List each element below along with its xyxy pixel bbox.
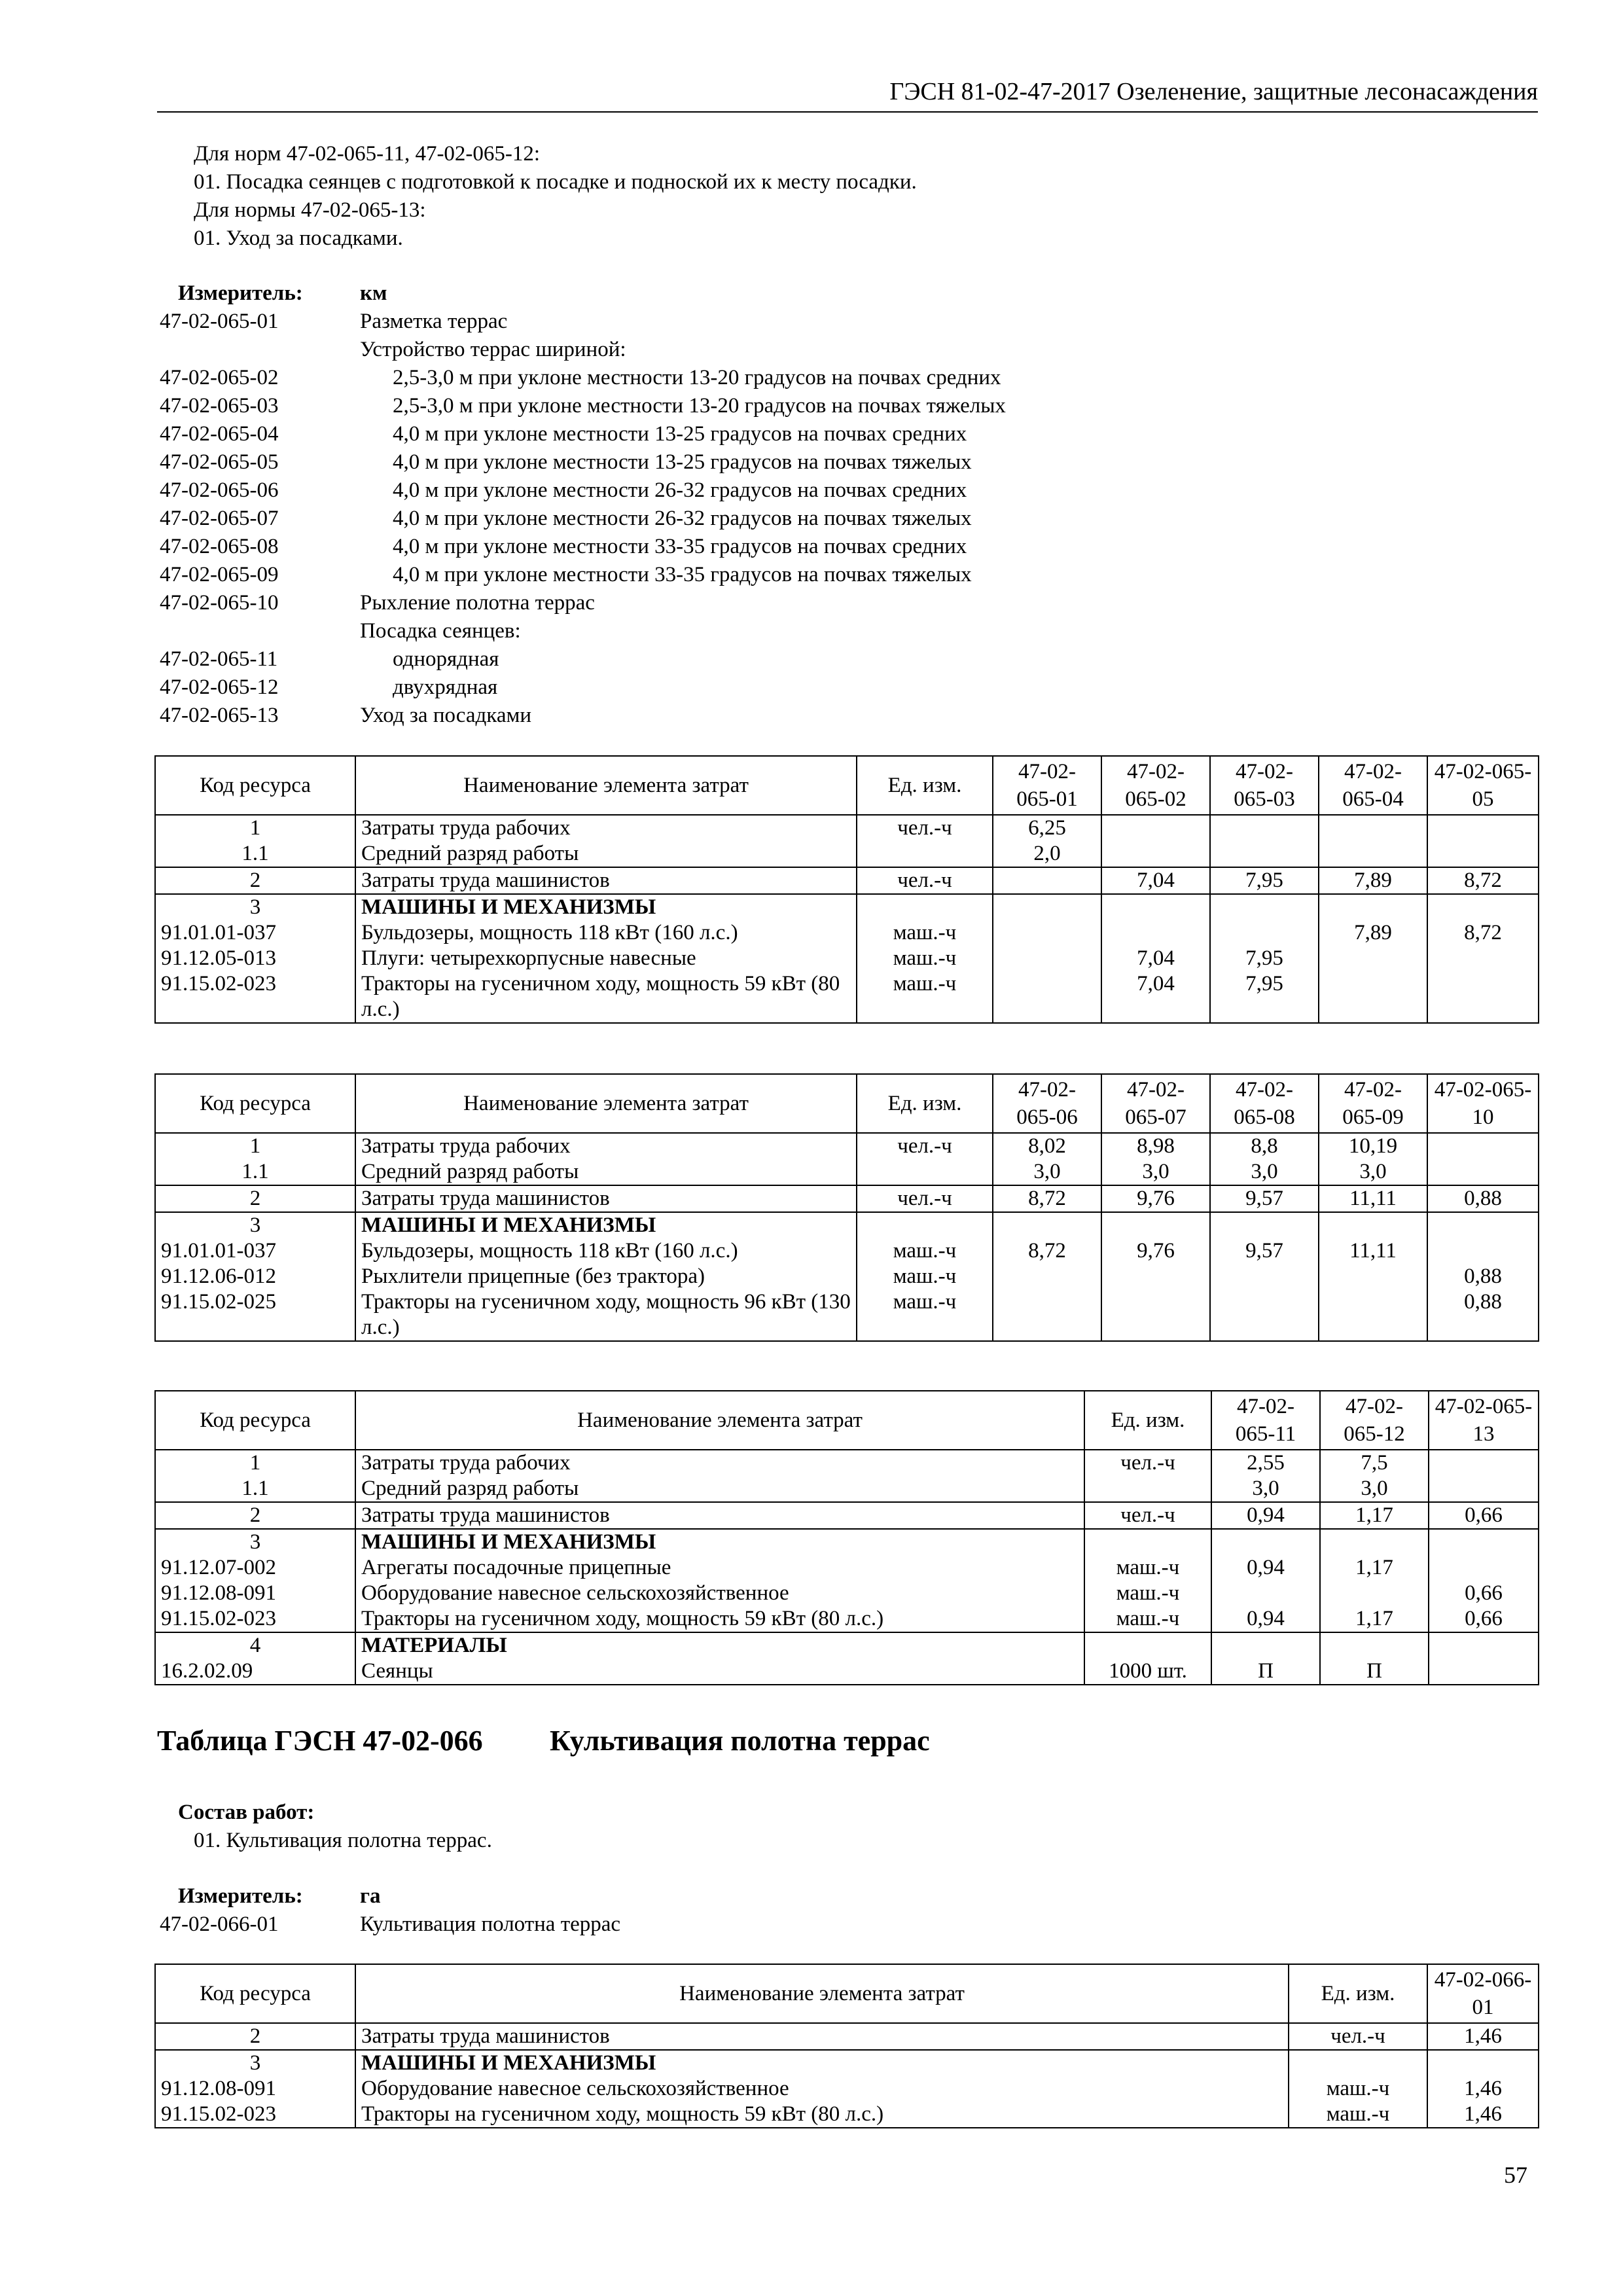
resource-code: 91.12.08-091 (155, 2076, 355, 2102)
resource-code: 2 (155, 2023, 355, 2050)
measure-desc: 4,0 м при уклоне местности 13-25 градусов на почвах тяжелых (393, 450, 972, 474)
resource-code: 91.12.06-012 (155, 1264, 355, 1289)
table-row (155, 971, 1539, 1023)
resource-section-name: МАШИНЫ И МЕХАНИЗМЫ (355, 2050, 1289, 2076)
header-name: Наименование элемента затрат (355, 756, 857, 815)
norm-value (1429, 1632, 1539, 1659)
norm-value (993, 920, 1101, 946)
resource-name: Оборудование навесное сельскохозяйственное (355, 2076, 1289, 2102)
header-code: Код ресурса (155, 1391, 355, 1450)
measure-code: 47-02-065-04 (160, 422, 279, 446)
norm-value (1210, 815, 1319, 841)
resource-table-2 (154, 1073, 1539, 1342)
resource-unit: маш.-ч (857, 971, 993, 1023)
table-header-row (155, 1964, 1539, 2023)
norm-value (1101, 841, 1210, 867)
norm-value: 7,95 (1210, 971, 1319, 1023)
measure-desc: 4,0 м при уклоне местности 26-32 градусов на почвах средних (393, 478, 967, 502)
resource-unit: чел.-ч (857, 867, 993, 894)
header-norm: 47-02-065-13 (1429, 1391, 1539, 1450)
norm-value (1319, 1264, 1427, 1289)
norm-value: 3,0 (1320, 1476, 1429, 1502)
table-row (155, 920, 1539, 946)
header-norm: 47-02-066-01 (1427, 1964, 1539, 2023)
resource-section-name: МАШИНЫ И МЕХАНИЗМЫ (355, 1212, 857, 1238)
table-row (155, 1555, 1539, 1581)
intro-line: Для нормы 47-02-065-13: (194, 198, 426, 222)
resource-name: Рыхлители прицепные (без трактора) (355, 1264, 857, 1289)
resource-unit: маш.-ч (857, 1289, 993, 1341)
resource-unit (1289, 2050, 1427, 2076)
norm-value: 7,04 (1101, 867, 1210, 894)
resource-unit: чел.-ч (857, 1185, 993, 1212)
resource-code: 2 (155, 1502, 355, 1529)
resource-code: 91.01.01-037 (155, 920, 355, 946)
resource-unit (1084, 1476, 1211, 1502)
norm-value: 7,95 (1210, 946, 1319, 971)
norm-value (1101, 1212, 1210, 1238)
measure-desc: 4,0 м при уклоне местности 33-35 градусов на почвах средних (393, 535, 967, 558)
resource-code: 91.01.01-037 (155, 1238, 355, 1264)
measure-code: 47-02-065-02 (160, 366, 279, 389)
resource-code: 91.15.02-023 (155, 971, 355, 1023)
header-norm: 47-02-065-08 (1210, 1074, 1319, 1133)
norm-value (1210, 1289, 1319, 1341)
norm-value: 3,0 (1211, 1476, 1320, 1502)
norm-value: 1,46 (1427, 2076, 1539, 2102)
norm-value (1210, 1264, 1319, 1289)
measure-desc: Посадка сеянцев: (360, 619, 521, 643)
table-row (155, 1264, 1539, 1289)
norm-value: 7,04 (1101, 971, 1210, 1023)
norm-value (1320, 1581, 1429, 1606)
table-header-row (155, 1074, 1539, 1133)
norm-value: 0,66 (1429, 1502, 1539, 1529)
measure-desc: 2,5-3,0 м при уклоне местности 13-20 градусов на почвах средних (393, 366, 1001, 389)
resource-table-1 (154, 755, 1539, 1024)
table-row (155, 841, 1539, 867)
norm-value (993, 971, 1101, 1023)
table-row (155, 1289, 1539, 1341)
norm-value (1429, 1529, 1539, 1555)
norm-value: 8,02 (993, 1133, 1101, 1159)
norm-value (1427, 815, 1539, 841)
norm-value: П (1320, 1659, 1429, 1685)
resource-code: 1 (155, 1133, 355, 1159)
norm-value (993, 1212, 1101, 1238)
resource-unit: чел.-ч (1289, 2023, 1427, 2050)
resource-unit: маш.-ч (857, 1238, 993, 1264)
measure-label: Измеритель: (178, 281, 303, 305)
norm-value: 1,46 (1427, 2102, 1539, 2128)
resource-code: 1 (155, 1450, 355, 1476)
resource-name: Плуги: четырехкорпусные навесные (355, 946, 857, 971)
measure-desc: 4,0 м при уклоне местности 13-25 градусов на почвах средних (393, 422, 967, 446)
table-row (155, 1659, 1539, 1685)
resource-code: 91.15.02-023 (155, 2102, 355, 2128)
norm-value (1427, 1133, 1539, 1159)
table-header-row (155, 1391, 1539, 1450)
running-header (157, 73, 1538, 113)
norm-value (1211, 1581, 1320, 1606)
table-row (155, 867, 1539, 894)
resource-unit: маш.-ч (1084, 1555, 1211, 1581)
resource-code: 1.1 (155, 1476, 355, 1502)
norm-value (1427, 946, 1539, 971)
norm-value (1427, 971, 1539, 1023)
resource-table-3 (154, 1390, 1539, 1685)
norm-value: 0,88 (1427, 1264, 1539, 1289)
norm-value: П (1211, 1659, 1320, 1685)
resource-name: Средний разряд работы (355, 1159, 857, 1185)
header-unit: Ед. изм. (1084, 1391, 1211, 1450)
norm-value: 0,94 (1211, 1502, 1320, 1529)
norm-value (1429, 1555, 1539, 1581)
resource-code: 1 (155, 815, 355, 841)
norm-value: 0,94 (1211, 1555, 1320, 1581)
resource-code: 3 (155, 2050, 355, 2076)
measure-code: 47-02-065-10 (160, 591, 279, 615)
norm-value (1427, 894, 1539, 920)
norm-value: 3,0 (1101, 1159, 1210, 1185)
resource-name: Затраты труда машинистов (355, 1502, 1084, 1529)
header-name: Наименование элемента затрат (355, 1074, 857, 1133)
resource-name: Бульдозеры, мощность 118 кВт (160 л.с.) (355, 1238, 857, 1264)
measure-desc: Рыхление полотна террас (360, 591, 595, 615)
norm-value: 9,57 (1210, 1238, 1319, 1264)
measure-code: 47-02-065-12 (160, 675, 279, 699)
norm-value (1427, 1159, 1539, 1185)
norm-value (1211, 1632, 1320, 1659)
norm-value: 8,72 (1427, 920, 1539, 946)
norm-value: 9,76 (1101, 1238, 1210, 1264)
norm-value: 11,11 (1319, 1238, 1427, 1264)
norm-value: 3,0 (1210, 1159, 1319, 1185)
header-norm: 47-02-065-03 (1210, 756, 1319, 815)
header-norm: 47-02-065-06 (993, 1074, 1101, 1133)
norm-value (1429, 1476, 1539, 1502)
intro-line: 01. Посадка сеянцев с подготовкой к посадке и подноской их к месту посадки. (194, 170, 917, 194)
norm-value: 0,94 (1211, 1606, 1320, 1632)
header-code: Код ресурса (155, 1964, 355, 2023)
measure-desc: Уход за посадками (360, 704, 532, 727)
norm-value: 8,72 (993, 1185, 1101, 1212)
table-row (155, 815, 1539, 841)
resource-unit: маш.-ч (857, 946, 993, 971)
resource-unit (857, 1212, 993, 1238)
norm-value (1319, 1212, 1427, 1238)
resource-code: 91.15.02-025 (155, 1289, 355, 1341)
measure-code: 47-02-065-07 (160, 507, 279, 530)
resource-unit (1084, 1529, 1211, 1555)
measure-desc: Устройство террас шириной: (360, 338, 626, 361)
norm-value: 9,76 (1101, 1185, 1210, 1212)
measure-code: 47-02-065-03 (160, 394, 279, 418)
norm-value (1427, 2050, 1539, 2076)
norm-value: 9,57 (1210, 1185, 1319, 1212)
header-norm: 47-02-065-12 (1320, 1391, 1429, 1450)
norm-value: 1,17 (1320, 1606, 1429, 1632)
resource-code: 3 (155, 894, 355, 920)
table-row (155, 1133, 1539, 1159)
norm-value (993, 867, 1101, 894)
composition-item: 01. Культивация полотна террас. (194, 1829, 492, 1852)
resource-unit: 1000 шт. (1084, 1659, 1211, 1685)
resource-code: 2 (155, 1185, 355, 1212)
norm-value (1320, 1632, 1429, 1659)
resource-code: 91.12.08-091 (155, 1581, 355, 1606)
resource-table-4 (154, 1964, 1539, 2128)
table-row (155, 1185, 1539, 1212)
table-row (155, 1159, 1539, 1185)
norm-value (1210, 920, 1319, 946)
resource-unit: чел.-ч (1084, 1450, 1211, 1476)
header-norm: 47-02-065-10 (1427, 1074, 1539, 1133)
resource-name: Средний разряд работы (355, 841, 857, 867)
norm-value: 0,88 (1427, 1289, 1539, 1341)
norm-value: 1,17 (1320, 1555, 1429, 1581)
resource-name: Тракторы на гусеничном ходу, мощность 59 кВт (80 л.с.) (355, 1606, 1084, 1632)
table-title-number: Таблица ГЭСН 47-02-066 (157, 1725, 483, 1757)
table-row (155, 894, 1539, 920)
composition-label: Состав работ: (178, 1801, 315, 1824)
measure-desc: однорядная (393, 647, 499, 671)
resource-name: Тракторы на гусеничном ходу, мощность 96 кВт (130 л.с.) (355, 1289, 857, 1341)
intro-line: Для норм 47-02-065-11, 47-02-065-12: (194, 142, 541, 166)
resource-name: Бульдозеры, мощность 118 кВт (160 л.с.) (355, 920, 857, 946)
table-row (155, 2050, 1539, 2076)
table-row (155, 2102, 1539, 2128)
norm-value (1210, 894, 1319, 920)
norm-value (1101, 894, 1210, 920)
norm-value (1319, 971, 1427, 1023)
measure-desc: 4,0 м при уклоне местности 26-32 градусов на почвах тяжелых (393, 507, 972, 530)
resource-unit: чел.-ч (1084, 1502, 1211, 1529)
header-norm: 47-02-065-01 (993, 756, 1101, 815)
header-norm: 47-02-065-11 (1211, 1391, 1320, 1450)
norm-value (993, 946, 1101, 971)
resource-code: 3 (155, 1212, 355, 1238)
norm-value (1101, 1264, 1210, 1289)
resource-code: 91.12.07-002 (155, 1555, 355, 1581)
norm-value: 2,0 (993, 841, 1101, 867)
header-norm: 47-02-065-09 (1319, 1074, 1427, 1133)
norm-value: 0,66 (1429, 1606, 1539, 1632)
measure-label: Измеритель: (178, 1884, 303, 1908)
norm-value (1319, 841, 1427, 867)
norm-value: 7,5 (1320, 1450, 1429, 1476)
header-norm: 47-02-065-04 (1319, 756, 1427, 815)
norm-value: 3,0 (993, 1159, 1101, 1185)
intro-line: 01. Уход за посадками. (194, 226, 403, 250)
resource-name: Затраты труда машинистов (355, 1185, 857, 1212)
norm-value: 1,46 (1427, 2023, 1539, 2050)
norm-value: 0,66 (1429, 1581, 1539, 1606)
resource-code: 1.1 (155, 1159, 355, 1185)
header-name: Наименование элемента затрат (355, 1391, 1084, 1450)
resource-unit: маш.-ч (1289, 2102, 1427, 2128)
norm-value (1427, 1238, 1539, 1264)
measure-unit: км (360, 281, 387, 305)
norm-value: 8,72 (1427, 867, 1539, 894)
header-name: Наименование элемента затрат (355, 1964, 1289, 2023)
measure-code: 47-02-065-08 (160, 535, 279, 558)
resource-unit (857, 894, 993, 920)
resource-section-name: МАТЕРИАЛЫ (355, 1632, 1084, 1659)
norm-value: 7,04 (1101, 946, 1210, 971)
measure-desc: 2,5-3,0 м при уклоне местности 13-20 градусов на почвах тяжелых (393, 394, 1006, 418)
measure-code: 47-02-065-05 (160, 450, 279, 474)
norm-value (1427, 841, 1539, 867)
measure-desc: 4,0 м при уклоне местности 33-35 градусов на почвах тяжелых (393, 563, 972, 586)
header-norm: 47-02-065-07 (1101, 1074, 1210, 1133)
table-header-row (155, 756, 1539, 815)
resource-unit: маш.-ч (1084, 1581, 1211, 1606)
measure-code: 47-02-065-01 (160, 310, 279, 333)
page-number: 57 (1504, 2162, 1527, 2188)
resource-code: 4 (155, 1632, 355, 1659)
table-row (155, 1476, 1539, 1502)
norm-value (1319, 1289, 1427, 1341)
norm-value: 6,25 (993, 815, 1101, 841)
resource-unit (857, 1159, 993, 1185)
norm-value: 7,89 (1319, 867, 1427, 894)
norm-value (1101, 920, 1210, 946)
norm-value (1429, 1659, 1539, 1685)
resource-name: Тракторы на гусеничном ходу, мощность 59 кВт (80 л.с.) (355, 971, 857, 1023)
running-header-title: ГЭСН 81-02-47-2017 Озеленение, защитные лесонасаждения (889, 78, 1538, 105)
resource-unit (857, 841, 993, 867)
table-row (155, 1212, 1539, 1238)
norm-value (1429, 1450, 1539, 1476)
norm-value: 8,8 (1210, 1133, 1319, 1159)
measure-code: 47-02-065-06 (160, 478, 279, 502)
resource-name: Сеянцы (355, 1659, 1084, 1685)
norm-value: 1,17 (1320, 1502, 1429, 1529)
table-row (155, 2023, 1539, 2050)
resource-name: Затраты труда рабочих (355, 1450, 1084, 1476)
resource-unit (1084, 1632, 1211, 1659)
measure-code: 47-02-065-13 (160, 704, 279, 727)
measure-desc: Культивация полотна террас (360, 1912, 621, 1936)
table-row (155, 1581, 1539, 1606)
header-unit: Ед. изм. (857, 756, 993, 815)
norm-value (993, 1289, 1101, 1341)
resource-code: 3 (155, 1529, 355, 1555)
table-row (155, 1502, 1539, 1529)
table-row (155, 2076, 1539, 2102)
resource-unit: чел.-ч (857, 1133, 993, 1159)
resource-section-name: МАШИНЫ И МЕХАНИЗМЫ (355, 894, 857, 920)
resource-code: 91.12.05-013 (155, 946, 355, 971)
measure-desc: Разметка террас (360, 310, 508, 333)
measure-desc: двухрядная (393, 675, 498, 699)
resource-unit: маш.-ч (857, 920, 993, 946)
header-norm: 47-02-065-02 (1101, 756, 1210, 815)
norm-value (1101, 1289, 1210, 1341)
table-row (155, 1606, 1539, 1632)
resource-name: Затраты труда рабочих (355, 815, 857, 841)
norm-value (1427, 1212, 1539, 1238)
header-unit: Ед. изм. (1289, 1964, 1427, 2023)
table-title-name: Культивация полотна террас (550, 1725, 930, 1757)
header-norm: 47-02-065-05 (1427, 756, 1539, 815)
header-unit: Ед. изм. (857, 1074, 993, 1133)
norm-value: 7,95 (1210, 867, 1319, 894)
table-row (155, 1238, 1539, 1264)
norm-value (1319, 946, 1427, 971)
resource-name: Средний разряд работы (355, 1476, 1084, 1502)
resource-name: Оборудование навесное сельскохозяйственное (355, 1581, 1084, 1606)
norm-value: 7,89 (1319, 920, 1427, 946)
resource-code: 1.1 (155, 841, 355, 867)
header-code: Код ресурса (155, 756, 355, 815)
table-row (155, 1450, 1539, 1476)
measure-unit: га (360, 1884, 381, 1908)
norm-value: 3,0 (1319, 1159, 1427, 1185)
norm-value (1319, 894, 1427, 920)
header-code: Код ресурса (155, 1074, 355, 1133)
resource-name: Затраты труда рабочих (355, 1133, 857, 1159)
norm-value (993, 1264, 1101, 1289)
resource-unit: маш.-ч (857, 1264, 993, 1289)
measure-code: 47-02-065-09 (160, 563, 279, 586)
table-row (155, 946, 1539, 971)
norm-value (1319, 815, 1427, 841)
norm-value (1320, 1529, 1429, 1555)
table-row (155, 1529, 1539, 1555)
resource-unit: маш.-ч (1084, 1606, 1211, 1632)
resource-name: Тракторы на гусеничном ходу, мощность 59 кВт (80 л.с.) (355, 2102, 1289, 2128)
norm-value: 10,19 (1319, 1133, 1427, 1159)
norm-value: 8,98 (1101, 1133, 1210, 1159)
norm-value (1210, 1212, 1319, 1238)
norm-value (1210, 841, 1319, 867)
norm-value: 0,88 (1427, 1185, 1539, 1212)
resource-code: 2 (155, 867, 355, 894)
table-title (157, 1724, 930, 1757)
norm-value: 8,72 (993, 1238, 1101, 1264)
resource-name: Затраты труда машинистов (355, 2023, 1289, 2050)
norm-value (1211, 1529, 1320, 1555)
resource-unit: чел.-ч (857, 815, 993, 841)
resource-code: 16.2.02.09 (155, 1659, 355, 1685)
resource-unit: маш.-ч (1289, 2076, 1427, 2102)
resource-code: 91.15.02-023 (155, 1606, 355, 1632)
resource-section-name: МАШИНЫ И МЕХАНИЗМЫ (355, 1529, 1084, 1555)
resource-name: Агрегаты посадочные прицепные (355, 1555, 1084, 1581)
measure-code: 47-02-066-01 (160, 1912, 279, 1936)
norm-value (1101, 815, 1210, 841)
norm-value (993, 894, 1101, 920)
table-row (155, 1632, 1539, 1659)
norm-value: 11,11 (1319, 1185, 1427, 1212)
resource-name: Затраты труда машинистов (355, 867, 857, 894)
norm-value: 2,55 (1211, 1450, 1320, 1476)
measure-code: 47-02-065-11 (160, 647, 278, 671)
